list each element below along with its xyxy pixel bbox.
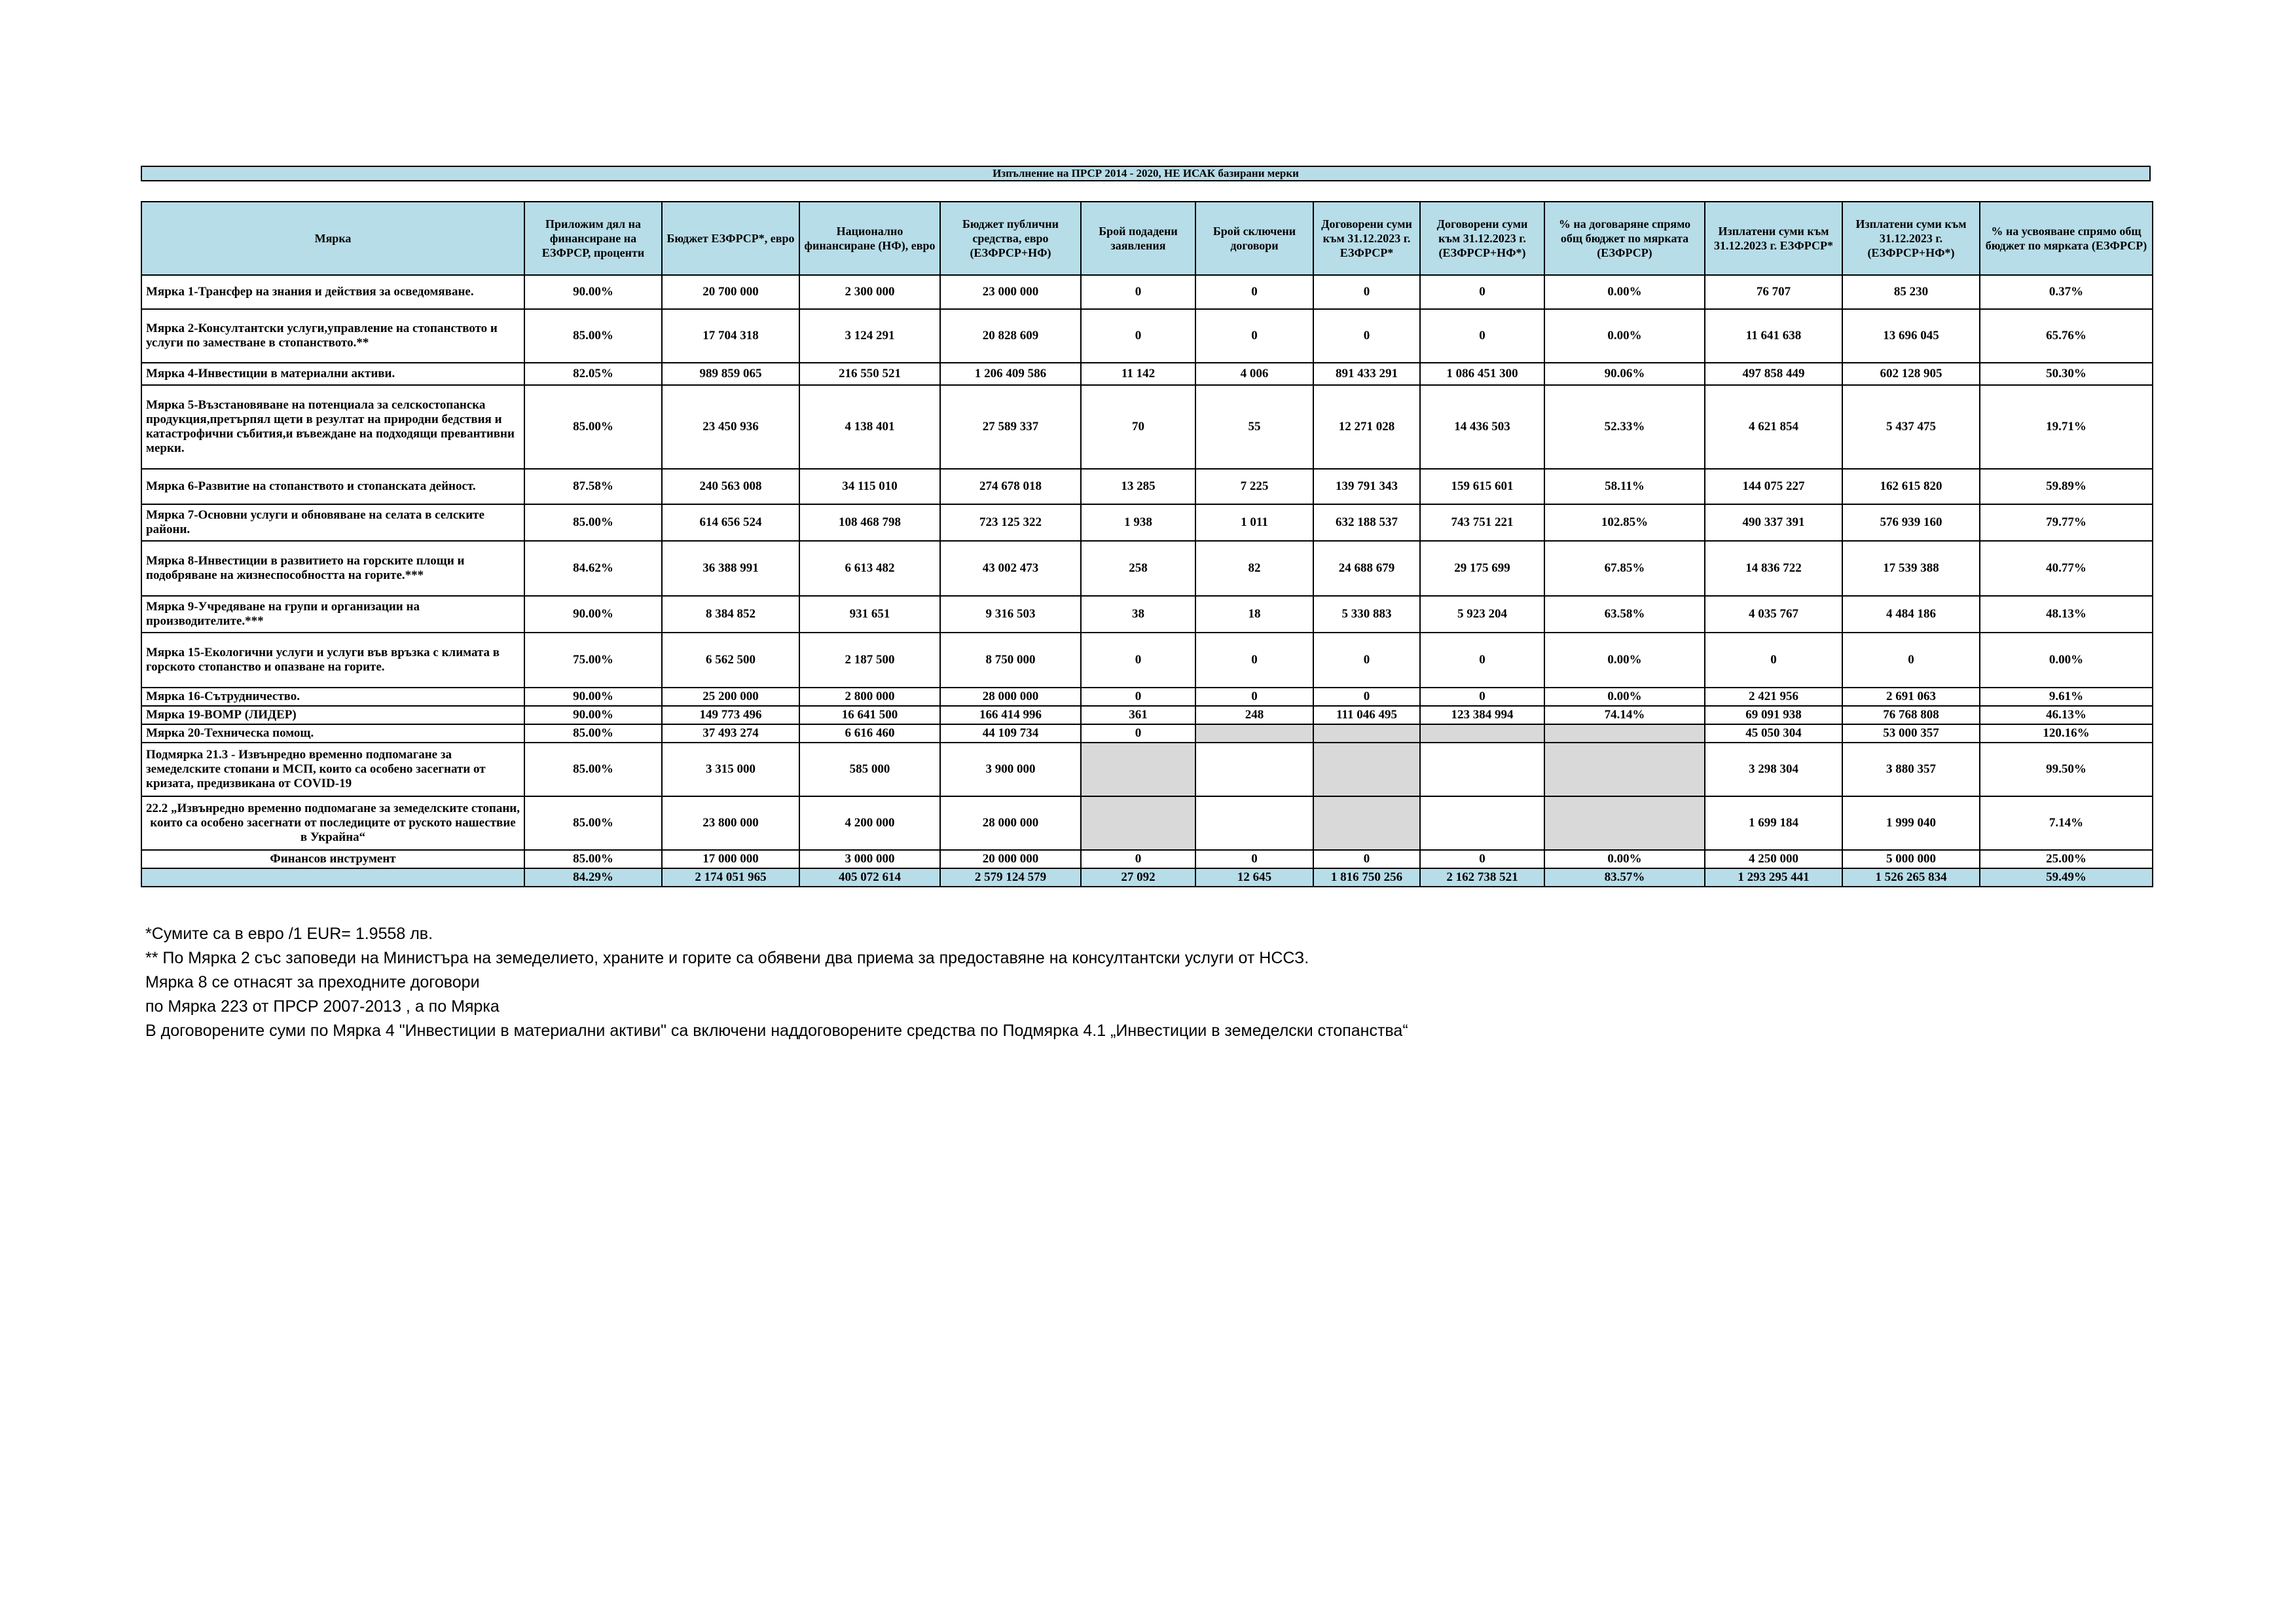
value-cell: 0 [1195,275,1313,309]
value-cell [1420,743,1544,796]
value-cell: 1 816 750 256 [1313,868,1420,887]
column-header: % на усвояване спрямо общ бюджет по мярката (ЕЗФРСР) [1980,202,2153,275]
measure-name-cell: Подмярка 21.3 - Извънредно временно подпомагане за земеделските стопани и МСП, които са особено засегнати от кризата, предизвикана от COVID-19 [141,743,524,796]
value-cell: 2 162 738 521 [1420,868,1544,887]
measure-name-cell: Мярка 4-Инвестиции в материални активи. [141,363,524,385]
value-cell: 0 [1420,275,1544,309]
value-cell: 90.00% [524,275,662,309]
value-cell: 2 300 000 [799,275,940,309]
table-body [141,275,2153,887]
value-cell: 4 006 [1195,363,1313,385]
value-cell: 139 791 343 [1313,469,1420,504]
value-cell: 85.00% [524,796,662,850]
value-cell: 743 751 221 [1420,504,1544,541]
value-cell: 1 699 184 [1705,796,1842,850]
value-cell: 1 526 265 834 [1842,868,1980,887]
value-cell: 76 707 [1705,275,1842,309]
table-header [141,202,2153,275]
value-cell: 85 230 [1842,275,1980,309]
value-cell: 27 589 337 [940,385,1081,469]
value-cell: 3 000 000 [799,850,940,868]
value-cell [1420,796,1544,850]
measure-name-cell: Мярка 6-Развитие на стопанството и стопанската дейност. [141,469,524,504]
column-header: Изплатени суми към 31.12.2023 г. (ЕЗФРСР+НФ*) [1842,202,1980,275]
value-cell: 76 768 808 [1842,706,1980,724]
measure-name-cell: Мярка 1-Трансфер на знания и действия за осведомяване. [141,275,524,309]
table-row [141,469,2153,504]
value-cell: 17 539 388 [1842,541,1980,596]
value-cell: 55 [1195,385,1313,469]
value-cell: 59.49% [1980,868,2153,887]
value-cell: 45 050 304 [1705,724,1842,743]
measure-name-cell: Мярка 9-Учредяване на групи и организации на производителите.*** [141,596,524,633]
value-cell: 497 858 449 [1705,363,1842,385]
value-cell [1544,743,1705,796]
value-cell: 90.00% [524,596,662,633]
value-cell: 65.76% [1980,309,2153,363]
table-title: Изпълнение на ПРСР 2014 - 2020, НЕ ИСАК базирани мерки [141,166,2151,181]
value-cell: 1 206 409 586 [940,363,1081,385]
value-cell: 0.00% [1544,688,1705,706]
value-cell: 14 836 722 [1705,541,1842,596]
value-cell: 19.71% [1980,385,2153,469]
value-cell: 8 750 000 [940,633,1081,688]
value-cell: 2 174 051 965 [662,868,799,887]
value-cell: 85.00% [524,504,662,541]
value-cell: 85.00% [524,724,662,743]
value-cell: 1 086 451 300 [1420,363,1544,385]
value-cell: 11 142 [1081,363,1195,385]
value-cell: 79.77% [1980,504,2153,541]
column-header: % на договаряне спрямо общ бюджет по мярката (ЕЗФРСР) [1544,202,1705,275]
value-cell: 1 999 040 [1842,796,1980,850]
value-cell: 614 656 524 [662,504,799,541]
value-cell: 0 [1313,633,1420,688]
value-cell: 6 562 500 [662,633,799,688]
total-row [141,868,2153,887]
value-cell: 9 316 503 [940,596,1081,633]
value-cell: 258 [1081,541,1195,596]
value-cell: 90.06% [1544,363,1705,385]
measure-name-cell: Мярка 19-ВОМР (ЛИДЕР) [141,706,524,724]
value-cell: 23 800 000 [662,796,799,850]
value-cell: 50.30% [1980,363,2153,385]
value-cell: 20 828 609 [940,309,1081,363]
value-cell [1195,724,1313,743]
value-cell: 3 880 357 [1842,743,1980,796]
table-row [141,504,2153,541]
value-cell: 0 [1081,275,1195,309]
value-cell: 4 200 000 [799,796,940,850]
value-cell: 17 704 318 [662,309,799,363]
value-cell: 0 [1081,633,1195,688]
column-header: Договорени суми към 31.12.2023 г. ЕЗФРСР* [1313,202,1420,275]
value-cell: 0 [1195,850,1313,868]
value-cell: 9.61% [1980,688,2153,706]
value-cell: 40.77% [1980,541,2153,596]
value-cell: 144 075 227 [1705,469,1842,504]
value-cell: 20 700 000 [662,275,799,309]
table-row [141,706,2153,724]
value-cell: 0 [1313,688,1420,706]
value-cell: 12 645 [1195,868,1313,887]
value-cell: 18 [1195,596,1313,633]
table-row [141,633,2153,688]
value-cell: 0.00% [1544,633,1705,688]
value-cell: 216 550 521 [799,363,940,385]
value-cell: 0.00% [1544,850,1705,868]
measure-name-cell: Мярка 20-Техническа помощ. [141,724,524,743]
value-cell: 85.00% [524,850,662,868]
value-cell: 0.00% [1544,309,1705,363]
column-header: Мярка [141,202,524,275]
value-cell: 0 [1195,688,1313,706]
table-row [141,309,2153,363]
value-cell [1081,743,1195,796]
value-cell [1313,796,1420,850]
value-cell: 2 579 124 579 [940,868,1081,887]
value-cell: 85.00% [524,309,662,363]
value-cell: 0 [1420,309,1544,363]
table-row [141,541,2153,596]
value-cell: 36 388 991 [662,541,799,596]
value-cell: 70 [1081,385,1195,469]
column-header: Договорени суми към 31.12.2023 г. (ЕЗФРСР+НФ*) [1420,202,1544,275]
value-cell [1420,724,1544,743]
value-cell: 59.89% [1980,469,2153,504]
value-cell: 5 000 000 [1842,850,1980,868]
column-header: Приложим дял на финансиране на ЕЗФРСР, проценти [524,202,662,275]
column-header: Брой сключени договори [1195,202,1313,275]
footnote-measure-8: Мярка 8 се отнасят за преходните договори [145,973,480,991]
table-row [141,363,2153,385]
value-cell: 13 696 045 [1842,309,1980,363]
measure-name-cell: Мярка 7-Основни услуги и обновяване на селата в селските райони. [141,504,524,541]
value-cell: 0 [1313,275,1420,309]
value-cell: 3 900 000 [940,743,1081,796]
value-cell: 43 002 473 [940,541,1081,596]
value-cell: 0 [1081,850,1195,868]
value-cell: 0.00% [1980,633,2153,688]
value-cell: 123 384 994 [1420,706,1544,724]
value-cell: 248 [1195,706,1313,724]
value-cell: 0.00% [1544,275,1705,309]
value-cell: 99.50% [1980,743,2153,796]
value-cell: 74.14% [1544,706,1705,724]
footnote-measure-2: ** По Мярка 2 със заповеди на Министъра на земеделието, храните и горите са обявени два приема за предоставяне на консултантски услуги от НССЗ. [145,949,1309,967]
value-cell: 602 128 905 [1842,363,1980,385]
value-cell: 63.58% [1544,596,1705,633]
value-cell: 6 616 460 [799,724,940,743]
value-cell: 1 938 [1081,504,1195,541]
value-cell: 240 563 008 [662,469,799,504]
measure-name-cell: Финансов инструмент [141,850,524,868]
table-row [141,596,2153,633]
value-cell: 82.05% [524,363,662,385]
value-cell: 24 688 679 [1313,541,1420,596]
value-cell: 90.00% [524,688,662,706]
value-cell: 4 621 854 [1705,385,1842,469]
value-cell: 108 468 798 [799,504,940,541]
column-header: Бюджет публични средства, евро (ЕЗФРСР+НФ) [940,202,1081,275]
header-row [141,202,2153,275]
value-cell: 7.14% [1980,796,2153,850]
value-cell: 3 298 304 [1705,743,1842,796]
value-cell: 69 091 938 [1705,706,1842,724]
value-cell [1081,796,1195,850]
measure-name-cell: Мярка 2-Консултантски услуги,управление на стопанството и услуги по заместване в стопанството.** [141,309,524,363]
value-cell: 0.37% [1980,275,2153,309]
value-cell: 2 421 956 [1705,688,1842,706]
value-cell: 159 615 601 [1420,469,1544,504]
value-cell: 13 285 [1081,469,1195,504]
value-cell: 28 000 000 [940,688,1081,706]
value-cell: 120.16% [1980,724,2153,743]
value-cell: 6 613 482 [799,541,940,596]
value-cell: 28 000 000 [940,796,1081,850]
value-cell: 20 000 000 [940,850,1081,868]
value-cell: 0 [1195,309,1313,363]
value-cell: 44 109 734 [940,724,1081,743]
value-cell: 166 414 996 [940,706,1081,724]
value-cell: 84.62% [524,541,662,596]
value-cell [1195,796,1313,850]
value-cell: 102.85% [1544,504,1705,541]
value-cell: 12 271 028 [1313,385,1420,469]
value-cell: 5 923 204 [1420,596,1544,633]
value-cell: 46.13% [1980,706,2153,724]
value-cell: 29 175 699 [1420,541,1544,596]
value-cell: 5 330 883 [1313,596,1420,633]
table-row [141,275,2153,309]
value-cell: 11 641 638 [1705,309,1842,363]
value-cell: 723 125 322 [940,504,1081,541]
footnote-measure-4: В договорените суми по Мярка 4 "Инвестиции в материални активи" са включени наддоговорените средства по Подмярка 4.1 „Инвестиции в земеделски стопанства“ [145,1022,1408,1040]
value-cell: 3 124 291 [799,309,940,363]
value-cell: 23 000 000 [940,275,1081,309]
measure-name-cell: Мярка 16-Сътрудничество. [141,688,524,706]
value-cell: 4 484 186 [1842,596,1980,633]
value-cell [1313,724,1420,743]
value-cell: 989 859 065 [662,363,799,385]
value-cell: 23 450 936 [662,385,799,469]
value-cell: 405 072 614 [799,868,940,887]
value-cell: 7 225 [1195,469,1313,504]
value-cell: 38 [1081,596,1195,633]
footnote-currency: *Сумите са в евро /1 EUR= 1.9558 лв. [145,925,433,943]
column-header: Изплатени суми към 31.12.2023 г. ЕЗФРСР* [1705,202,1842,275]
table-row [141,688,2153,706]
value-cell: 4 250 000 [1705,850,1842,868]
value-cell: 0 [1313,850,1420,868]
column-header: Бюджет ЕЗФРСР*, евро [662,202,799,275]
value-cell: 4 138 401 [799,385,940,469]
value-cell: 0 [1420,850,1544,868]
table-row [141,743,2153,796]
value-cell: 3 315 000 [662,743,799,796]
value-cell: 48.13% [1980,596,2153,633]
value-cell: 67.85% [1544,541,1705,596]
measure-name-cell: 22.2 „Извънредно временно подпомагане за земеделските стопани, които са особено засегнати от последиците от руското нашествие в Украйна“ [141,796,524,850]
column-header: Брой подадени заявления [1081,202,1195,275]
value-cell: 17 000 000 [662,850,799,868]
value-cell: 34 115 010 [799,469,940,504]
table-row [141,796,2153,850]
value-cell: 162 615 820 [1842,469,1980,504]
value-cell: 84.29% [524,868,662,887]
value-cell: 2 187 500 [799,633,940,688]
value-cell [1313,743,1420,796]
measure-name-cell [141,868,524,887]
value-cell: 53 000 357 [1842,724,1980,743]
value-cell: 111 046 495 [1313,706,1420,724]
value-cell: 83.57% [1544,868,1705,887]
value-cell: 1 011 [1195,504,1313,541]
value-cell: 576 939 160 [1842,504,1980,541]
value-cell: 14 436 503 [1420,385,1544,469]
value-cell: 0 [1195,633,1313,688]
value-cell: 274 678 018 [940,469,1081,504]
value-cell: 75.00% [524,633,662,688]
value-cell: 931 651 [799,596,940,633]
footnote-measure-223: по Мярка 223 от ПРСР 2007-2013 , а по Мярка [145,997,500,1016]
value-cell: 0 [1420,633,1544,688]
value-cell: 0 [1081,724,1195,743]
value-cell: 2 691 063 [1842,688,1980,706]
table-row [141,850,2153,868]
table-row [141,724,2153,743]
value-cell: 16 641 500 [799,706,940,724]
value-cell: 0 [1420,688,1544,706]
value-cell: 90.00% [524,706,662,724]
value-cell: 0 [1313,309,1420,363]
value-cell: 5 437 475 [1842,385,1980,469]
value-cell: 82 [1195,541,1313,596]
value-cell: 4 035 767 [1705,596,1842,633]
measure-name-cell: Мярка 15-Екологични услуги и услуги във връзка с климата в горското стопанство и опазване на горите. [141,633,524,688]
footnotes [145,922,1408,1043]
value-cell: 1 293 295 441 [1705,868,1842,887]
value-cell: 0 [1842,633,1980,688]
measure-name-cell: Мярка 5-Възстановяване на потенциала за селскостопанска продукция,претърпял щети в резултат на природни бедствия и катастрофични събития,и въвеждане на подходящи превантивни мерки. [141,385,524,469]
value-cell: 25.00% [1980,850,2153,868]
value-cell: 52.33% [1544,385,1705,469]
value-cell: 58.11% [1544,469,1705,504]
value-cell [1544,796,1705,850]
value-cell: 891 433 291 [1313,363,1420,385]
value-cell: 149 773 496 [662,706,799,724]
table-row [141,385,2153,469]
value-cell [1544,724,1705,743]
measure-name-cell: Мярка 8-Инвестиции в развитието на горските площи и подобряване на жизнеспособността на горите.*** [141,541,524,596]
value-cell [1195,743,1313,796]
value-cell: 27 092 [1081,868,1195,887]
value-cell: 87.58% [524,469,662,504]
value-cell: 2 800 000 [799,688,940,706]
value-cell: 585 000 [799,743,940,796]
value-cell: 632 188 537 [1313,504,1420,541]
value-cell: 490 337 391 [1705,504,1842,541]
value-cell: 0 [1705,633,1842,688]
column-header: Национално финансиране (НФ), евро [799,202,940,275]
value-cell: 8 384 852 [662,596,799,633]
performance-table [141,201,2153,887]
value-cell: 37 493 274 [662,724,799,743]
value-cell: 0 [1081,309,1195,363]
value-cell: 85.00% [524,385,662,469]
value-cell: 85.00% [524,743,662,796]
value-cell: 25 200 000 [662,688,799,706]
value-cell: 361 [1081,706,1195,724]
value-cell: 0 [1081,688,1195,706]
